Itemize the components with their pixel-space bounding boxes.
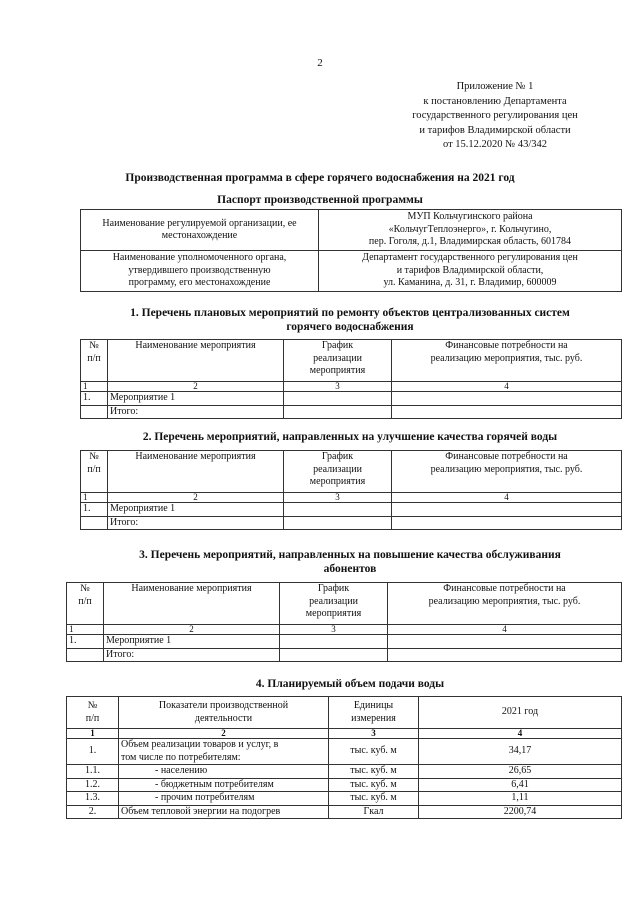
row-value: 2200,74: [419, 805, 622, 819]
row-unit: Гкал: [329, 805, 419, 819]
section1-table: [80, 339, 622, 419]
row-indicator: - населению: [119, 765, 329, 779]
auth-label-line: утвердившего производственную: [128, 264, 271, 276]
col-unit-header: Единицы измерения: [329, 697, 419, 729]
col-index: 4: [419, 729, 622, 739]
row-name: Мероприятие 1: [108, 392, 284, 406]
row-name: Мероприятие 1: [108, 503, 284, 517]
section3-title-line: абонентов: [323, 563, 377, 575]
passport-org-label: Наименование регулируемой организации, ее местонахождение: [81, 210, 319, 251]
col-index: 2: [119, 729, 329, 739]
section2-table: [80, 450, 622, 530]
row-num: 1.1.: [67, 765, 119, 779]
row-unit: тыс. куб. м: [329, 765, 419, 779]
appendix-block: [380, 80, 610, 153]
auth-label-line: программу, его местонахождение: [128, 277, 271, 288]
col-name-header: Наименование мероприятия: [108, 451, 284, 493]
row-indicator: Объем тепловой энергии на подогрев: [119, 805, 329, 819]
row-num: 1.2.: [67, 778, 119, 792]
section2-title: 2. Перечень мероприятий, направленных на улучшение качества горячей воды: [142, 431, 558, 443]
section4-table: [66, 696, 622, 819]
col-index: 2: [104, 625, 280, 635]
table-total-row: [81, 516, 622, 530]
section3-table: [66, 582, 622, 662]
col-name-header: Наименование мероприятия: [108, 340, 284, 382]
row-indicator: Объем реализации товаров и услуг, в том числе по потребителям:: [119, 739, 329, 765]
auth-value-line: и тарифов Владимирской области,: [396, 264, 544, 276]
col-index: 1: [81, 493, 108, 503]
col-schedule-header: График реализации мероприятия: [284, 340, 392, 382]
section1-title-line: 1. Перечень плановых мероприятий по ремонту объектов централизованных систем: [130, 307, 570, 319]
table-total-row: [81, 405, 622, 419]
col-index: 3: [284, 382, 392, 392]
passport-org-value: [319, 210, 622, 251]
row-unit: тыс. куб. м: [329, 792, 419, 806]
row-schedule: [284, 503, 392, 517]
col-index: 4: [392, 493, 622, 503]
col-index: 1: [67, 729, 119, 739]
table-row: [67, 792, 622, 806]
appendix-line: Приложение № 1: [456, 81, 534, 92]
col-num-header: № п/п: [67, 583, 104, 625]
section3-title: [80, 548, 620, 576]
appendix-line: государственного регулирования цен: [412, 110, 578, 121]
section1-title-line: горячего водоснабжения: [286, 321, 414, 333]
row-value: 34,17: [419, 739, 622, 765]
row-name: Мероприятие 1: [104, 635, 280, 649]
org-line: МУП Кольчугинского района: [407, 211, 533, 222]
row-num: 1.: [67, 635, 104, 649]
col-index: 4: [392, 382, 622, 392]
row-finance: [392, 392, 622, 406]
col-finance-header: Финансовые потребности на реализацию мероприятия, тыс. руб.: [392, 451, 622, 493]
col-num-header: № п/п: [81, 451, 108, 493]
col-index: 2: [108, 382, 284, 392]
col-finance-header: Финансовые потребности на реализацию мероприятия, тыс. руб.: [388, 583, 622, 625]
col-finance-header: Финансовые потребности на реализацию мероприятия, тыс. руб.: [392, 340, 622, 382]
table-row: [67, 635, 622, 649]
table-total-row: [67, 648, 622, 662]
org-line: «КольчугТеплоэнерго», г. Кольчугино,: [388, 223, 552, 235]
row-schedule: [280, 635, 388, 649]
table-row: [67, 739, 622, 765]
col-name-header: Наименование мероприятия: [104, 583, 280, 625]
org-line: пер. Гоголя, д.1, Владимирская область, 601784: [368, 236, 572, 247]
passport-table: [80, 209, 622, 292]
appendix-line: к постановлению Департамента: [423, 95, 567, 107]
col-index: 1: [81, 382, 108, 392]
row-indicator: - бюджетным потребителям: [119, 778, 329, 792]
table-row: [67, 765, 622, 779]
col-schedule-header: График реализации мероприятия: [280, 583, 388, 625]
section1-title: [80, 306, 620, 334]
passport-authority-label: [81, 251, 319, 292]
col-index: 3: [329, 729, 419, 739]
row-value: 6,41: [419, 778, 622, 792]
col-index: 1: [67, 625, 104, 635]
col-num-header: № п/п: [81, 340, 108, 382]
row-num: 1.: [67, 739, 119, 765]
page-number: 2: [317, 57, 323, 69]
col-num-header: № п/п: [67, 697, 119, 729]
auth-value-line: Департамент государственного регулирования цен: [362, 252, 578, 263]
table-row: [67, 805, 622, 819]
row-schedule: [284, 392, 392, 406]
appendix-line: от 15.12.2020 № 43/342: [442, 139, 547, 150]
row-value: 26,65: [419, 765, 622, 779]
auth-value-line: ул. Каманина, д. 31, г. Владимир, 600009: [383, 277, 557, 288]
row-value: 1,11: [419, 792, 622, 806]
row-num: 2.: [67, 805, 119, 819]
row-finance: [388, 635, 622, 649]
row-num: 1.: [81, 392, 108, 406]
section3-title-line: 3. Перечень мероприятий, направленных на повышение качества обслуживания: [139, 549, 561, 561]
auth-label-line: Наименование уполномоченного органа,: [112, 252, 287, 263]
col-index: 3: [284, 493, 392, 503]
row-finance: [392, 503, 622, 517]
row-indicator: - прочим потребителям: [119, 792, 329, 806]
appendix-line: и тарифов Владимирской области: [419, 124, 571, 136]
total-label: Итого:: [104, 648, 280, 662]
col-index: 4: [388, 625, 622, 635]
main-title: Производственная программа в сфере горячего водоснабжения на 2021 год: [125, 172, 515, 184]
col-index: 3: [280, 625, 388, 635]
row-num: 1.3.: [67, 792, 119, 806]
row-unit: тыс. куб. м: [329, 739, 419, 765]
col-schedule-header: График реализации мероприятия: [284, 451, 392, 493]
table-row: [81, 392, 622, 406]
table-row: [81, 503, 622, 517]
passport-title: Паспорт производственной программы: [217, 194, 423, 206]
col-index: 2: [108, 493, 284, 503]
col-indicator-header: Показатели производственной деятельности: [119, 697, 329, 729]
col-year-header: 2021 год: [419, 697, 622, 729]
passport-authority-value: [319, 251, 622, 292]
row-num: 1.: [81, 503, 108, 517]
row-unit: тыс. куб. м: [329, 778, 419, 792]
total-label: Итого:: [108, 516, 284, 530]
section4-title: 4. Планируемый объем подачи воды: [255, 678, 445, 690]
total-label: Итого:: [108, 405, 284, 419]
table-row: [67, 778, 622, 792]
